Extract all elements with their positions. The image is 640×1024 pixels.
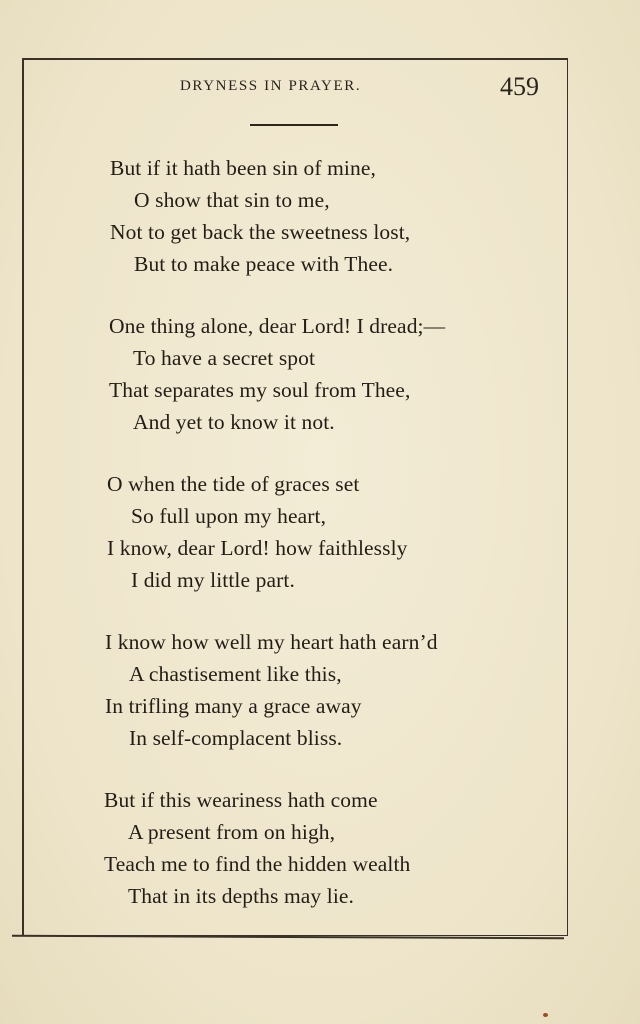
poem-line: O when the tide of graces set: [107, 472, 360, 496]
poem-line: But if it hath been sin of mine,: [110, 156, 376, 180]
poem-line: In self-complacent bliss.: [129, 726, 343, 750]
poem-line: And yet to know it not.: [133, 410, 335, 434]
poem-line: I know how well my heart hath earn’d: [105, 630, 438, 654]
poem-line: That separates my soul from Thee,: [109, 378, 411, 402]
poem-line: A chastisement like this,: [129, 662, 342, 686]
poem-line: But if this weariness hath come: [104, 788, 378, 812]
poem-line: In trifling many a grace away: [105, 694, 362, 718]
poem-line: So full upon my heart,: [131, 504, 327, 528]
poem-line: That in its depths may lie.: [128, 884, 355, 908]
poem-line: O show that sin to me,: [134, 188, 330, 212]
running-title: DRYNESS IN PRAYER.: [180, 78, 362, 94]
poem-line: Not to get back the sweetness lost,: [110, 220, 411, 244]
paper-speck: [543, 1013, 548, 1017]
poem-line: A present from on high,: [128, 820, 336, 844]
poem-line: Teach me to find the hidden wealth: [104, 852, 411, 876]
poem-line: I did my little part.: [131, 568, 295, 592]
page-number: 459: [500, 72, 539, 101]
poem-line: To have a secret spot: [133, 346, 316, 370]
poem-line: But to make peace with Thee.: [134, 252, 394, 276]
poem-line: One thing alone, dear Lord! I dread;—: [109, 314, 446, 338]
poem-line: I know, dear Lord! how faithlessly: [107, 536, 408, 560]
